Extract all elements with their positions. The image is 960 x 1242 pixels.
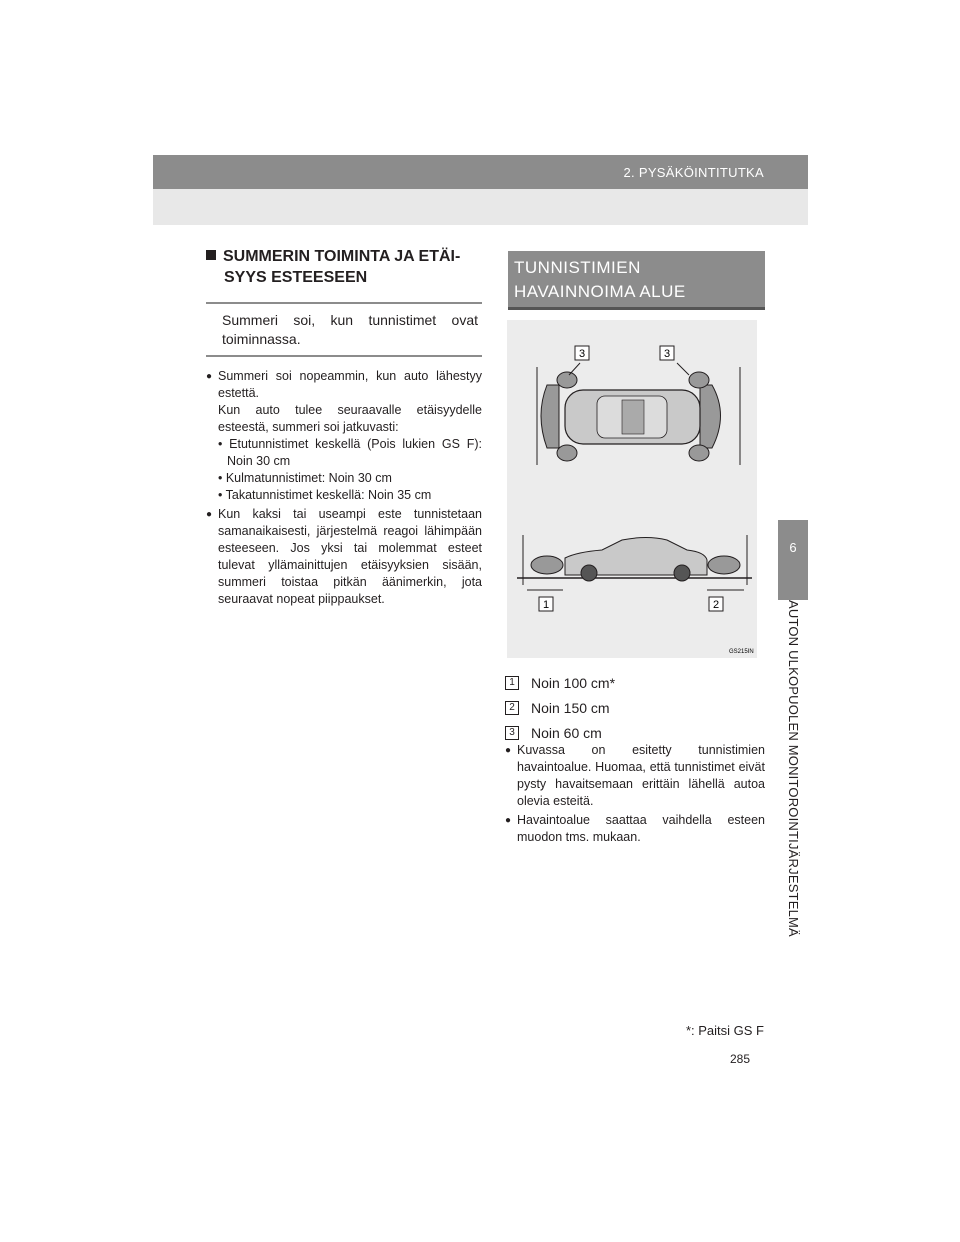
section-title-box	[508, 251, 765, 310]
sensor-diagram	[507, 320, 757, 658]
list-item: ● Kuvassa on esitetty tunnistimien havaintoalue. Huomaa, että tunnistimet eivät pysty havaitsemaan erittäin lähellä autoa olevia esteitä.	[505, 742, 765, 810]
figure-notes	[505, 742, 765, 848]
chapter-vertical-text: AUTON ULKOPUOLEN MONITOROINTIJÄRJESTELMÄ	[786, 600, 801, 937]
section-heading	[206, 246, 482, 288]
square-bullet-icon	[206, 250, 216, 260]
chapter-number: 6	[789, 540, 797, 555]
lead-box: Summeri soi, kun tunnistimet ovat toiminnassa.	[206, 302, 482, 357]
legend-text: Noin 60 cm	[531, 724, 602, 741]
callout-2: 2	[712, 599, 720, 611]
heading-line-1: SUMMERIN TOIMINTA JA ETÄI-	[223, 248, 461, 265]
callout-3-left: 3	[578, 348, 586, 360]
legend-text: Noin 150 cm	[531, 699, 610, 716]
heading-line-2: SYYS ESTEESEEN	[224, 269, 368, 286]
sensor-range-figure	[507, 320, 757, 658]
chapter-tab[interactable]	[778, 520, 808, 600]
legend-number: 2	[505, 701, 519, 715]
callout-1: 1	[542, 599, 550, 611]
sub-item: • Takatunnistimet keskellä: Noin 35 cm	[218, 488, 432, 502]
right-column	[508, 251, 765, 310]
legend-row	[505, 695, 765, 720]
legend-number: 1	[505, 676, 519, 690]
list-item: ● Kun kaksi tai useampi este tunnistetaan samanaikaisesti, järjestelmä reagoi lähimpään esteeseen. Jos yksi tai molemmat esteet tulevat yllämainittujen etäisyyksien sisään, summeri toistaa pitkän äänimerkin, jota seuraavat nopeat piippaukset.	[206, 506, 482, 608]
car-top-view	[537, 363, 740, 465]
chapter-vertical-label	[778, 600, 808, 1060]
chapter-title: 2. PYSÄKÖINTITUTKA	[623, 165, 764, 180]
figure-legend	[505, 670, 765, 745]
title-line-1: TUNNISTIMIEN	[514, 258, 641, 277]
bullet-text-2: Kun auto tulee seuraavalle etäisyydelle esteestä, summeri soi jatkuvasti:	[218, 403, 482, 434]
left-column	[206, 246, 482, 610]
list-item	[206, 368, 482, 504]
bullet-list	[206, 368, 482, 608]
car-side-view	[517, 535, 752, 590]
figure-code: GS215IN	[729, 649, 754, 655]
legend-number: 3	[505, 726, 519, 740]
legend-row	[505, 670, 765, 695]
title-line-2: HAVAINNOIMA ALUE	[514, 282, 686, 301]
sub-item: • Kulmatunnistimet: Noin 30 cm	[218, 471, 392, 485]
bullet-text: ● Summeri soi nopeammin, kun auto lähestyy estettä.	[218, 369, 482, 400]
sub-item: • Etutunnistimet keskellä (Pois lukien GS F): Noin 30 cm	[218, 437, 482, 468]
header-band	[153, 155, 808, 189]
legend-text: Noin 100 cm*	[531, 674, 616, 691]
list-item: ● Havaintoalue saattaa vaihdella esteen muodon tms. mukaan.	[505, 812, 765, 846]
callout-3-right: 3	[663, 348, 671, 360]
header-subband	[153, 189, 808, 225]
footnote: *: Paitsi GS F	[685, 1023, 764, 1038]
page-number: 285	[729, 1052, 750, 1066]
